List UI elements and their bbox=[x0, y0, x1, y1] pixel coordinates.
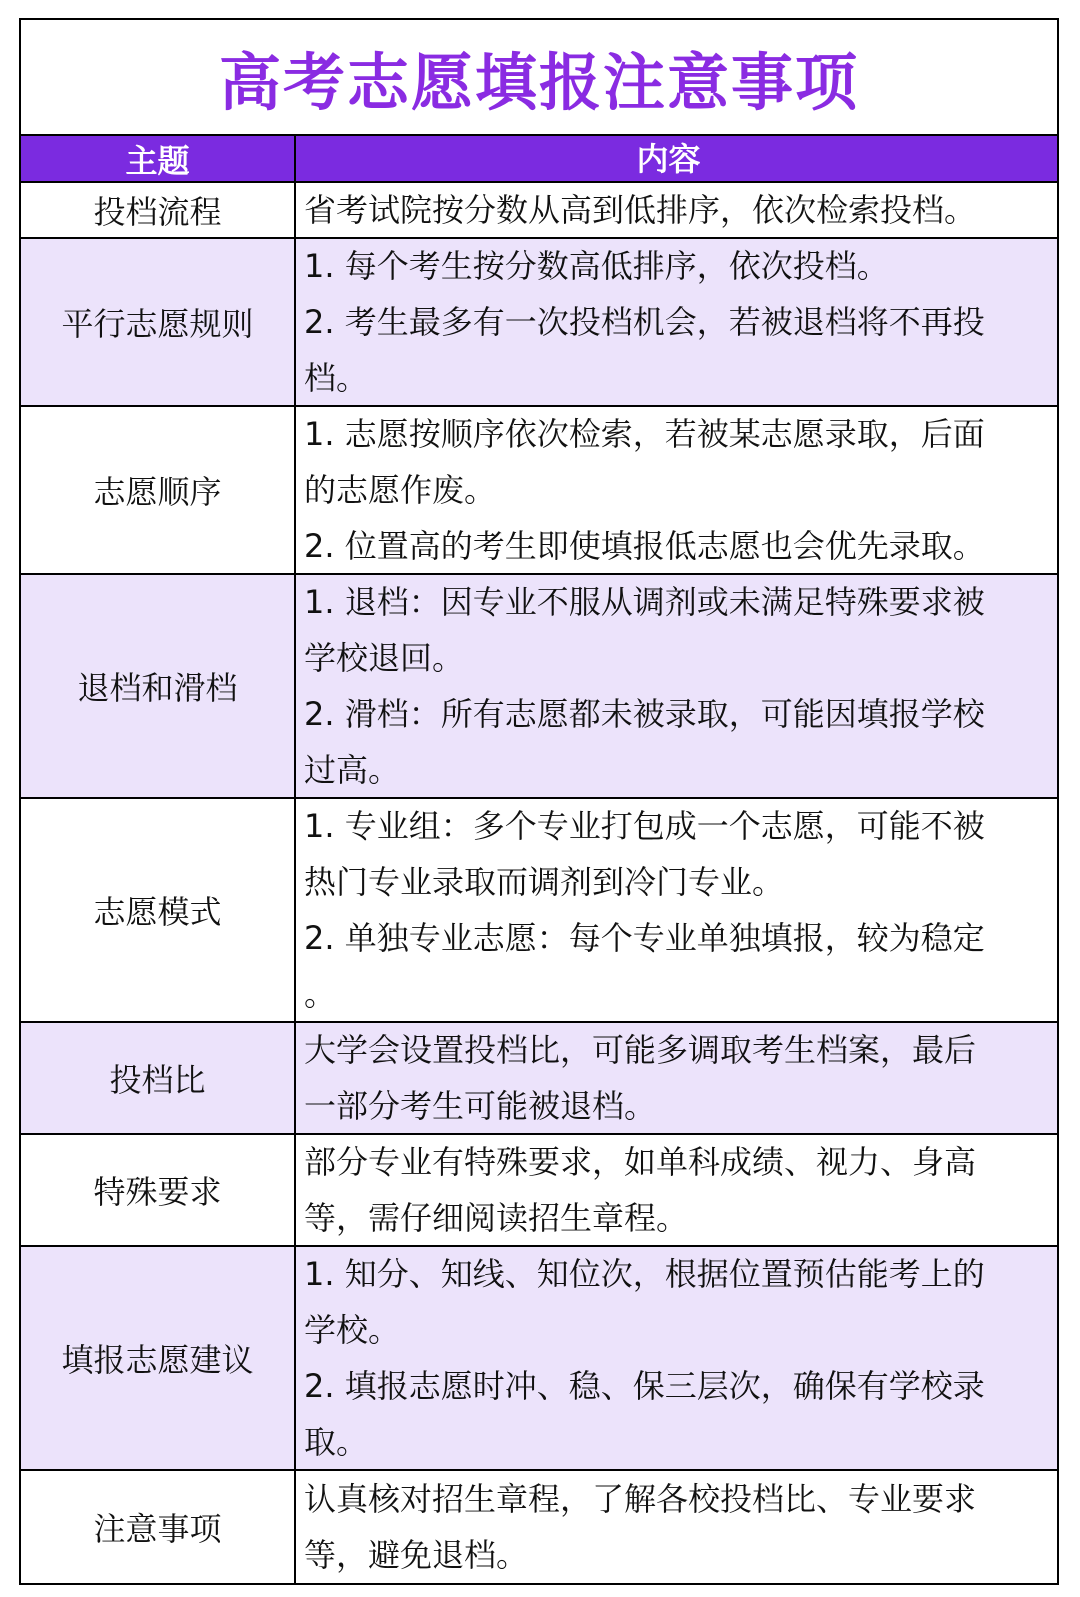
content-line: 过高。 bbox=[304, 751, 401, 789]
table-row bbox=[21, 799, 1057, 1023]
content-line: 学校。 bbox=[304, 1311, 401, 1349]
table-row bbox=[21, 1247, 1057, 1471]
content-line: 2. 填报志愿时冲、稳、保三层次，确保有学校录 bbox=[304, 1367, 985, 1405]
table-row bbox=[21, 407, 1057, 575]
content-line: 的志愿作废。 bbox=[304, 471, 497, 509]
content-line: 认真核对招生章程，了解各校投档比、专业要求 bbox=[304, 1480, 977, 1518]
content-line: 2. 单独专业志愿：每个专业单独填报，较为稳定 bbox=[304, 919, 985, 957]
content-line: 等，需仔细阅读招生章程。 bbox=[304, 1199, 689, 1237]
table-header bbox=[21, 136, 1057, 183]
row-topic: 志愿模式 bbox=[21, 799, 296, 1021]
row-topic: 退档和滑档 bbox=[21, 575, 296, 797]
row-topic: 志愿顺序 bbox=[21, 407, 296, 573]
content-line: 2. 位置高的考生即使填报低志愿也会优先录取。 bbox=[304, 527, 985, 565]
row-topic: 填报志愿建议 bbox=[21, 1247, 296, 1469]
content-line: 大学会设置投档比，可能多调取考生档案，最后 bbox=[304, 1031, 977, 1069]
table-row bbox=[21, 239, 1057, 407]
page-title: 高考志愿填报注意事项 bbox=[218, 45, 859, 119]
table-row bbox=[21, 575, 1057, 799]
row-topic: 平行志愿规则 bbox=[21, 239, 296, 405]
content-line: 部分专业有特殊要求，如单科成绩、视力、身高 bbox=[304, 1143, 977, 1181]
row-topic: 投档流程 bbox=[21, 183, 296, 237]
content-line: 1. 专业组：多个专业打包成一个志愿，可能不被 bbox=[304, 807, 985, 845]
header-content: 内容 bbox=[636, 139, 701, 178]
table-row bbox=[21, 1135, 1057, 1247]
content-line: 2. 滑档：所有志愿都未被录取，可能因填报学校 bbox=[304, 695, 985, 733]
content-line: 学校退回。 bbox=[304, 639, 465, 677]
row-content bbox=[296, 407, 1057, 573]
content-line: 等，避免退档。 bbox=[304, 1536, 529, 1574]
title-box bbox=[21, 20, 1057, 136]
header-topic: 主题 bbox=[21, 136, 296, 181]
row-content bbox=[296, 1023, 1057, 1133]
content-line: 1. 每个考生按分数高低排序，依次投档。 bbox=[304, 247, 889, 285]
content-line: 。 bbox=[304, 975, 337, 1013]
row-content bbox=[296, 799, 1057, 1021]
content-line: 一部分考生可能被退档。 bbox=[304, 1087, 657, 1125]
row-topic: 特殊要求 bbox=[21, 1135, 296, 1245]
content-line: 1. 志愿按顺序依次检索，若被某志愿录取，后面 bbox=[304, 415, 985, 453]
content-line: 取。 bbox=[304, 1423, 369, 1461]
content-line: 热门专业录取而调剂到冷门专业。 bbox=[304, 863, 785, 901]
row-content bbox=[296, 239, 1057, 405]
table-row bbox=[21, 183, 1057, 239]
content-line: 省考试院按分数从高到低排序，依次检索投档。 bbox=[304, 191, 977, 229]
notice-table bbox=[19, 18, 1059, 1585]
row-content bbox=[296, 1471, 1057, 1583]
content-line: 1. 知分、知线、知位次，根据位置预估能考上的 bbox=[304, 1255, 985, 1293]
content-line: 1. 退档：因专业不服从调剂或未满足特殊要求被 bbox=[304, 583, 985, 621]
row-topic: 投档比 bbox=[21, 1023, 296, 1133]
content-line: 2. 考生最多有一次投档机会，若被退档将不再投 bbox=[304, 303, 985, 341]
row-content bbox=[296, 1247, 1057, 1469]
row-content bbox=[296, 575, 1057, 797]
row-content bbox=[296, 183, 1057, 237]
table-row bbox=[21, 1023, 1057, 1135]
table-row bbox=[21, 1471, 1057, 1583]
row-topic: 注意事项 bbox=[21, 1471, 296, 1583]
content-line: 档。 bbox=[304, 359, 369, 397]
row-content bbox=[296, 1135, 1057, 1245]
